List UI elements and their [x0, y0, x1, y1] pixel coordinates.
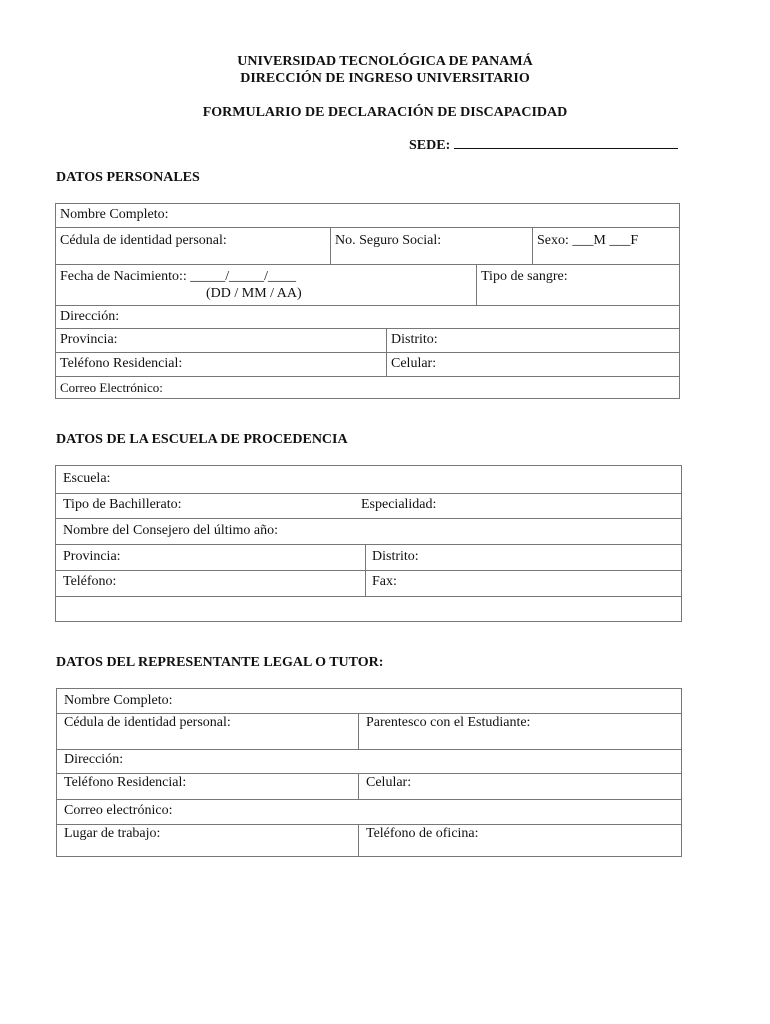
- tutor-correo-field[interactable]: Correo electrónico:: [64, 803, 173, 818]
- seguro-social-field[interactable]: No. Seguro Social:: [330, 228, 532, 264]
- table-row: [56, 204, 679, 227]
- tutor-direccion-field[interactable]: Dirección:: [64, 752, 124, 767]
- provincia-field[interactable]: Provincia:: [60, 332, 118, 347]
- table-row-empty[interactable]: [56, 596, 681, 621]
- celular-field[interactable]: Celular:: [386, 353, 679, 376]
- table-row: [56, 227, 679, 264]
- lugar-trabajo-field[interactable]: Lugar de trabajo:: [64, 826, 161, 841]
- table-row: [56, 264, 679, 305]
- table-row: [56, 493, 681, 518]
- bachillerato-field[interactable]: Tipo de Bachillerato:: [63, 497, 182, 512]
- sede-input-line[interactable]: [454, 135, 678, 149]
- table-row: [56, 466, 681, 493]
- escuela-fax-field[interactable]: Fax:: [365, 571, 681, 596]
- table-row: [57, 773, 681, 799]
- telefono-residencial-field[interactable]: Teléfono Residencial:: [60, 356, 183, 371]
- especialidad-field[interactable]: Especialidad:: [361, 497, 437, 512]
- parentesco-field[interactable]: Parentesco con el Estudiante:: [358, 714, 681, 749]
- table-row: [56, 328, 679, 352]
- escuela-field[interactable]: Escuela:: [63, 471, 111, 486]
- escuela-distrito-field[interactable]: Distrito:: [365, 545, 681, 570]
- tutor-celular-field[interactable]: Celular:: [358, 774, 681, 799]
- table-row: [56, 352, 679, 376]
- fecha-nacimiento-field[interactable]: [56, 265, 476, 305]
- telefono-oficina-field[interactable]: Teléfono de oficina:: [358, 825, 681, 856]
- table-row: [57, 799, 681, 824]
- nombre-field[interactable]: Nombre Completo:: [60, 207, 169, 222]
- consejero-field[interactable]: Nombre del Consejero del último año:: [63, 523, 279, 538]
- tipo-sangre-field[interactable]: Tipo de sangre:: [476, 265, 679, 305]
- section-title-tutor: DATOS DEL REPRESENTANTE LEGAL O TUTOR:: [56, 655, 384, 670]
- section-title-personal: DATOS PERSONALES: [56, 170, 200, 185]
- form-title: FORMULARIO DE DECLARACIÓN DE DISCAPACIDAD: [202, 105, 568, 120]
- department-name: DIRECCIÓN DE INGRESO UNIVERSITARIO: [240, 71, 530, 86]
- fecha-format-hint: (DD / MM / AA): [206, 286, 302, 301]
- cedula-field[interactable]: Cédula de identidad personal:: [60, 233, 227, 248]
- section-title-escuela: DATOS DE LA ESCUELA DE PROCEDENCIA: [56, 432, 348, 447]
- escuela-provincia-field[interactable]: Provincia:: [63, 549, 121, 564]
- table-row: [56, 376, 679, 398]
- tutor-nombre-field[interactable]: Nombre Completo:: [64, 693, 173, 708]
- correo-field[interactable]: Correo Electrónico:: [60, 380, 163, 395]
- tutor-data-table: [56, 688, 682, 857]
- direccion-field[interactable]: Dirección:: [60, 309, 120, 324]
- table-row: [57, 749, 681, 773]
- table-row: [57, 689, 681, 713]
- escuela-data-table: [55, 465, 682, 622]
- escuela-telefono-field[interactable]: Teléfono:: [63, 574, 117, 589]
- sede-label: SEDE:: [409, 138, 451, 153]
- tutor-telefono-field[interactable]: Teléfono Residencial:: [64, 775, 187, 790]
- tutor-cedula-field[interactable]: Cédula de identidad personal:: [64, 715, 231, 730]
- table-row: [56, 518, 681, 544]
- table-row: [57, 824, 681, 856]
- sede-field[interactable]: [409, 135, 678, 154]
- table-row: [56, 305, 679, 328]
- university-name: UNIVERSIDAD TECNOLÓGICA DE PANAMÁ: [237, 54, 533, 69]
- table-row: [57, 713, 681, 749]
- table-row: [56, 570, 681, 596]
- sexo-field[interactable]: Sexo: ___M ___F: [532, 228, 679, 264]
- distrito-field[interactable]: Distrito:: [386, 329, 679, 352]
- table-row: [56, 544, 681, 570]
- personal-data-table: [55, 203, 680, 399]
- fecha-nacimiento-label: Fecha de Nacimiento:: _____/_____/____: [60, 269, 297, 284]
